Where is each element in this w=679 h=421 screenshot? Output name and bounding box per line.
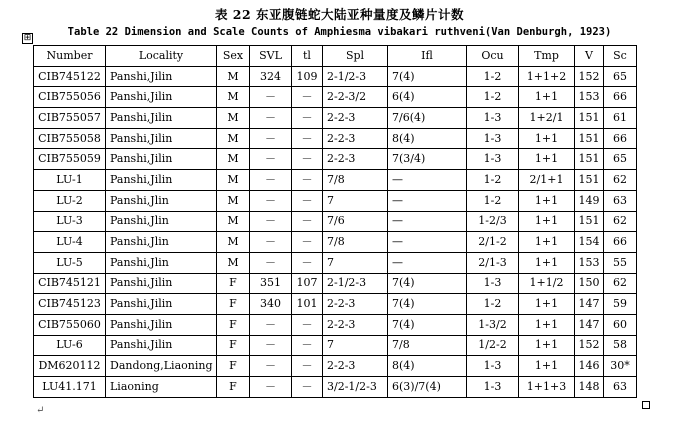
- cell-tmp: 1+1: [519, 356, 575, 377]
- cell-sex: M: [217, 252, 250, 273]
- column-header-ifl: Ifl: [388, 46, 467, 67]
- table-row: [34, 108, 637, 129]
- cell-number: LU41.171: [34, 377, 106, 398]
- cell-sc: 66: [604, 87, 637, 108]
- cell-locality: Panshi,Jlin: [106, 232, 217, 253]
- cell-tmp: 1+1: [519, 211, 575, 232]
- cell-locality: Panshi,Jilin: [106, 128, 217, 149]
- cell-sex: M: [217, 211, 250, 232]
- column-header-locality: Locality: [106, 46, 217, 67]
- cell-spl: 7/8: [323, 170, 388, 191]
- table-row: [34, 87, 637, 108]
- cell-svl: 324: [250, 66, 292, 87]
- cell-number: CIB755058: [34, 128, 106, 149]
- cell-svl: 351: [250, 273, 292, 294]
- cell-tmp: 1+1+2: [519, 66, 575, 87]
- table-row: [34, 356, 637, 377]
- cell-tl: －: [292, 314, 323, 335]
- cell-ifl: 7/6(4): [388, 108, 467, 129]
- cell-locality: Panshi,Jilin: [106, 66, 217, 87]
- cell-number: DM620112: [34, 356, 106, 377]
- cell-svl: －: [250, 356, 292, 377]
- cell-sex: F: [217, 335, 250, 356]
- table-header-row: [34, 46, 637, 67]
- cell-ifl: 7(4): [388, 294, 467, 315]
- table-row: [34, 232, 637, 253]
- cell-locality: Panshi,Jilin: [106, 335, 217, 356]
- cell-spl: 2-2-3: [323, 128, 388, 149]
- cell-number: LU-1: [34, 170, 106, 191]
- cell-sc: 66: [604, 232, 637, 253]
- column-header-sex: Sex: [217, 46, 250, 67]
- cell-sc: 30*: [604, 356, 637, 377]
- cell-sex: M: [217, 66, 250, 87]
- cell-v: 147: [575, 314, 604, 335]
- cell-ocu: 1-2: [467, 294, 519, 315]
- cell-sc: 59: [604, 294, 637, 315]
- table-row: [34, 149, 637, 170]
- cell-v: 148: [575, 377, 604, 398]
- cell-sex: F: [217, 356, 250, 377]
- cell-locality: Panshi,Jilin: [106, 149, 217, 170]
- cell-ocu: 1-3: [467, 377, 519, 398]
- table-row: [34, 211, 637, 232]
- table-row: [34, 377, 637, 398]
- cell-ifl: 8(4): [388, 128, 467, 149]
- cell-ifl: —: [388, 170, 467, 191]
- cell-number: CIB745123: [34, 294, 106, 315]
- table-row: [34, 170, 637, 191]
- cell-ocu: 1-3: [467, 108, 519, 129]
- cell-v: 152: [575, 66, 604, 87]
- cell-ocu: 1/2-2: [467, 335, 519, 356]
- cell-sc: 65: [604, 149, 637, 170]
- cell-v: 151: [575, 170, 604, 191]
- table-title-chinese: 表 22 东亚腹链蛇大陆亚种量度及鳞片计数: [214, 7, 465, 22]
- cell-spl: 7: [323, 335, 388, 356]
- cell-svl: －: [250, 314, 292, 335]
- cell-svl: －: [250, 87, 292, 108]
- cell-ifl: —: [388, 252, 467, 273]
- paragraph-mark-icon: ↵: [36, 405, 45, 416]
- cell-v: 153: [575, 87, 604, 108]
- cell-number: CIB755060: [34, 314, 106, 335]
- cell-svl: －: [250, 128, 292, 149]
- cell-locality: Panshi,Jilin: [106, 273, 217, 294]
- cell-v: 149: [575, 190, 604, 211]
- cell-sc: 65: [604, 66, 637, 87]
- column-header-tmp: Tmp: [519, 46, 575, 67]
- cell-ocu: 2/1-3: [467, 252, 519, 273]
- cell-tl: －: [292, 377, 323, 398]
- cell-spl: 2-2-3/2: [323, 87, 388, 108]
- cell-spl: 2-2-3: [323, 294, 388, 315]
- cell-ifl: 8(4): [388, 356, 467, 377]
- cell-sc: 66: [604, 128, 637, 149]
- cell-ifl: 7(3/4): [388, 149, 467, 170]
- cell-ifl: 6(3)/7(4): [388, 377, 467, 398]
- cell-tmp: 1+1: [519, 335, 575, 356]
- cell-spl: 2-1/2-3: [323, 66, 388, 87]
- cell-locality: Liaoning: [106, 377, 217, 398]
- cell-locality: Panshi,Jilin: [106, 314, 217, 335]
- cell-sc: 62: [604, 170, 637, 191]
- cell-v: 152: [575, 335, 604, 356]
- cell-spl: 7: [323, 252, 388, 273]
- table-row: [34, 335, 637, 356]
- cell-tmp: 1+1: [519, 294, 575, 315]
- cell-tmp: 1+1: [519, 87, 575, 108]
- cell-tl: －: [292, 128, 323, 149]
- cell-svl: －: [250, 108, 292, 129]
- cell-locality: Panshi,Jilin: [106, 108, 217, 129]
- cell-locality: Panshi,Jlin: [106, 252, 217, 273]
- table-row: [34, 128, 637, 149]
- table-move-handle-icon[interactable]: ⊞: [23, 33, 32, 43]
- cell-v: 154: [575, 232, 604, 253]
- cell-ifl: 7(4): [388, 314, 467, 335]
- column-header-svl: SVL: [250, 46, 292, 67]
- cell-sc: 62: [604, 273, 637, 294]
- table-resize-handle-icon[interactable]: [642, 401, 650, 409]
- cell-tl: －: [292, 170, 323, 191]
- cell-number: CIB745121: [34, 273, 106, 294]
- cell-sex: F: [217, 377, 250, 398]
- cell-ifl: 7(4): [388, 273, 467, 294]
- cell-number: LU-2: [34, 190, 106, 211]
- cell-sex: M: [217, 170, 250, 191]
- cell-number: LU-4: [34, 232, 106, 253]
- cell-sex: M: [217, 149, 250, 170]
- cell-v: 153: [575, 252, 604, 273]
- cell-tl: －: [292, 211, 323, 232]
- cell-number: CIB755059: [34, 149, 106, 170]
- cell-tmp: 1+1: [519, 252, 575, 273]
- cell-svl: －: [250, 170, 292, 191]
- column-header-spl: Spl: [323, 46, 388, 67]
- cell-sex: M: [217, 108, 250, 129]
- column-header-v: V: [575, 46, 604, 67]
- cell-sex: M: [217, 87, 250, 108]
- cell-sex: M: [217, 232, 250, 253]
- table-row: [34, 294, 637, 315]
- cell-locality: Panshi,Jlin: [106, 190, 217, 211]
- cell-tmp: 1+1: [519, 314, 575, 335]
- cell-ocu: 1-3: [467, 128, 519, 149]
- cell-v: 151: [575, 149, 604, 170]
- cell-locality: Panshi,Jilin: [106, 294, 217, 315]
- cell-svl: －: [250, 335, 292, 356]
- cell-number: LU-6: [34, 335, 106, 356]
- cell-sex: F: [217, 273, 250, 294]
- table-row: [34, 314, 637, 335]
- cell-spl: 3/2-1/2-3: [323, 377, 388, 398]
- cell-number: LU-3: [34, 211, 106, 232]
- column-header-number: Number: [34, 46, 106, 67]
- cell-sex: M: [217, 190, 250, 211]
- cell-sc: 63: [604, 377, 637, 398]
- cell-tl: －: [292, 190, 323, 211]
- cell-ifl: 6(4): [388, 87, 467, 108]
- cell-sex: F: [217, 314, 250, 335]
- cell-tmp: 1+1: [519, 149, 575, 170]
- cell-tl: －: [292, 335, 323, 356]
- cell-spl: 2-2-3: [323, 108, 388, 129]
- cell-tmp: 1+1: [519, 128, 575, 149]
- cell-v: 151: [575, 211, 604, 232]
- column-header-ocu: Ocu: [467, 46, 519, 67]
- cell-tl: 109: [292, 66, 323, 87]
- cell-locality: Panshi,Jilin: [106, 170, 217, 191]
- cell-v: 147: [575, 294, 604, 315]
- cell-tmp: 1+1: [519, 190, 575, 211]
- cell-tl: －: [292, 232, 323, 253]
- cell-ifl: 7/8: [388, 335, 467, 356]
- cell-svl: －: [250, 149, 292, 170]
- cell-tl: －: [292, 252, 323, 273]
- cell-v: 151: [575, 108, 604, 129]
- cell-ocu: 2/1-2: [467, 232, 519, 253]
- cell-number: LU-5: [34, 252, 106, 273]
- cell-tl: －: [292, 149, 323, 170]
- cell-tl: 107: [292, 273, 323, 294]
- cell-ocu: 1-2: [467, 170, 519, 191]
- cell-tmp: 1+1+3: [519, 377, 575, 398]
- cell-spl: 7/6: [323, 211, 388, 232]
- cell-ocu: 1-3: [467, 149, 519, 170]
- cell-sc: 60: [604, 314, 637, 335]
- cell-ocu: 1-3/2: [467, 314, 519, 335]
- cell-tl: －: [292, 87, 323, 108]
- cell-tmp: 2/1+1: [519, 170, 575, 191]
- cell-ocu: 1-2: [467, 190, 519, 211]
- cell-svl: －: [250, 211, 292, 232]
- cell-spl: 2-2-3: [323, 356, 388, 377]
- cell-locality: Panshi,Jlin: [106, 211, 217, 232]
- cell-sc: 55: [604, 252, 637, 273]
- cell-sc: 58: [604, 335, 637, 356]
- cell-tl: －: [292, 108, 323, 129]
- table-row: [34, 273, 637, 294]
- cell-locality: Panshi,Jilin: [106, 87, 217, 108]
- cell-sc: 62: [604, 211, 637, 232]
- cell-ifl: 7(4): [388, 66, 467, 87]
- cell-ocu: 1-3: [467, 273, 519, 294]
- measurement-table: [33, 45, 637, 398]
- cell-v: 146: [575, 356, 604, 377]
- column-header-sc: Sc: [604, 46, 637, 67]
- cell-ifl: —: [388, 232, 467, 253]
- cell-number: CIB755056: [34, 87, 106, 108]
- cell-number: CIB755057: [34, 108, 106, 129]
- cell-spl: 2-2-3: [323, 149, 388, 170]
- table-row: [34, 190, 637, 211]
- cell-ocu: 1-3: [467, 356, 519, 377]
- table-row: [34, 252, 637, 273]
- column-header-tl: tl: [292, 46, 323, 67]
- table-title-english: Table 22 Dimension and Scale Counts of Amphiesma vibakari ruthveni(Van Denburgh, 1923): [67, 26, 612, 38]
- cell-spl: 2-1/2-3: [323, 273, 388, 294]
- cell-svl: －: [250, 377, 292, 398]
- cell-sc: 63: [604, 190, 637, 211]
- cell-number: CIB745122: [34, 66, 106, 87]
- cell-sc: 61: [604, 108, 637, 129]
- cell-tmp: 1+2/1: [519, 108, 575, 129]
- cell-ifl: —: [388, 190, 467, 211]
- cell-v: 150: [575, 273, 604, 294]
- cell-tmp: 1+1/2: [519, 273, 575, 294]
- cell-ocu: 1-2: [467, 66, 519, 87]
- cell-sex: F: [217, 294, 250, 315]
- cell-spl: 7: [323, 190, 388, 211]
- cell-ocu: 1-2: [467, 87, 519, 108]
- cell-svl: 340: [250, 294, 292, 315]
- cell-ocu: 1-2/3: [467, 211, 519, 232]
- cell-tl: －: [292, 356, 323, 377]
- cell-locality: Dandong,Liaoning: [106, 356, 217, 377]
- cell-spl: 2-2-3: [323, 314, 388, 335]
- cell-ifl: —: [388, 211, 467, 232]
- cell-tmp: 1+1: [519, 232, 575, 253]
- cell-v: 151: [575, 128, 604, 149]
- cell-svl: －: [250, 190, 292, 211]
- cell-svl: －: [250, 252, 292, 273]
- cell-sex: M: [217, 128, 250, 149]
- table-row: [34, 66, 637, 87]
- cell-tl: 101: [292, 294, 323, 315]
- cell-spl: 7/8: [323, 232, 388, 253]
- cell-svl: －: [250, 232, 292, 253]
